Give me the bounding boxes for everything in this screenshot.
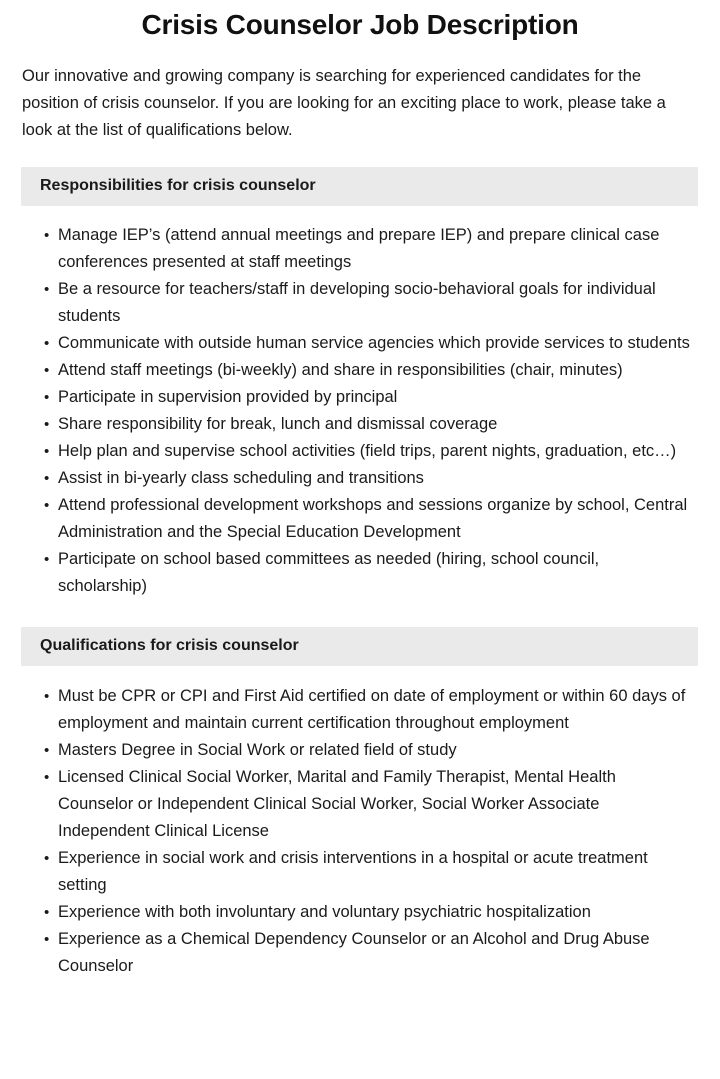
list-item: • Licensed Clinical Social Worker, Marital and Family Therapist, Mental Health Counselor or Independent Clinical Social Worker, Social Worker Associate Independent Clinical License bbox=[44, 764, 690, 845]
list-item: • Experience as a Chemical Dependency Counselor or an Alcohol and Drug Abuse Counselor bbox=[44, 926, 690, 980]
list-item: • Participate on school based committees as needed (hiring, school council, scholarship) bbox=[44, 546, 692, 600]
list-item: • Share responsibility for break, lunch and dismissal coverage bbox=[44, 411, 692, 438]
list-item: • Help plan and supervise school activities (field trips, parent nights, graduation, etc…) bbox=[44, 438, 692, 465]
section-heading-qualifications: Qualifications for crisis counselor bbox=[21, 627, 698, 666]
section-responsibilities bbox=[0, 167, 720, 600]
list-item: • Communicate with outside human service agencies which provide services to students bbox=[44, 330, 692, 357]
list-item: • Manage IEP’s (attend annual meetings and prepare IEP) and prepare clinical case conferences presented at staff meetings bbox=[44, 222, 692, 276]
section-qualifications bbox=[0, 627, 720, 980]
list-item: • Must be CPR or CPI and First Aid certified on date of employment or within 60 days of employment and maintain current certification throughout employment bbox=[44, 683, 690, 737]
list-item: • Experience in social work and crisis interventions in a hospital or acute treatment setting bbox=[44, 845, 690, 899]
intro-paragraph: Our innovative and growing company is searching for experienced candidates for the position of crisis counselor. If you are looking for an exciting place to work, please take a look at the list of qualifications below. bbox=[22, 67, 666, 139]
responsibilities-list bbox=[0, 206, 720, 600]
list-item: • Attend staff meetings (bi-weekly) and share in responsibilities (chair, minutes) bbox=[44, 357, 692, 384]
list-item: • Masters Degree in Social Work or related field of study bbox=[44, 737, 690, 764]
section-heading-responsibilities: Responsibilities for crisis counselor bbox=[21, 167, 698, 206]
list-item: • Participate in supervision provided by principal bbox=[44, 384, 692, 411]
list-item: • Experience with both involuntary and voluntary psychiatric hospitalization bbox=[44, 899, 690, 926]
list-item: • Assist in bi-yearly class scheduling and transitions bbox=[44, 465, 692, 492]
qualifications-list bbox=[0, 666, 720, 980]
list-item: • Be a resource for teachers/staff in developing socio-behavioral goals for individual students bbox=[44, 276, 692, 330]
page-title: Crisis Counselor Job Description bbox=[141, 9, 579, 40]
bottom-spacer bbox=[0, 980, 720, 998]
list-item: • Attend professional development workshops and sessions organize by school, Central Administration and the Special Education Development bbox=[44, 492, 692, 546]
